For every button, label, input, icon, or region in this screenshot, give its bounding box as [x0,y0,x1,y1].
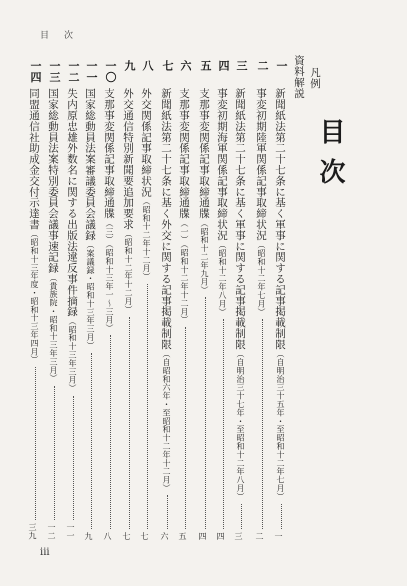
toc-entry-title-group [102,88,117,332]
toc-entry-date: （昭和十二年十二月） [124,229,133,314]
front-matter-commentary[interactable]: 資料解説 [293,55,305,99]
toc-entry-number: 一一 [85,60,98,83]
toc-entry[interactable] [64,60,84,540]
toc-entry-number: 一 [275,60,288,72]
toc-entry-page: 七 [140,531,149,540]
toc-entry-page: 二 [255,531,264,540]
toc-entry-date: （昭和十二年十二月） [142,197,151,281]
toc-entry-number: 六 [179,60,192,72]
toc-entry[interactable] [232,60,252,540]
toc-entry-title-group [65,88,80,393]
toc-entry-number: 八 [141,60,154,72]
toc-entry-leader [241,504,242,529]
toc-entry-date: （自明治三十七年・至昭和十二年八月） [236,349,245,501]
toc-entry-title: 事変初期陸軍関係記事取締状況 [255,88,267,241]
toc-entry-title: 事変初期海軍関係記事取締状況 [216,88,228,241]
toc-entry-number: 一〇 [104,60,117,83]
toc-entry-title-group [27,88,42,364]
toc-entry-title-group [233,88,248,501]
toc-entry-number: 四 [217,60,230,72]
toc-entry-date: （昭和十三年度・昭和十三年四月） [30,229,39,365]
page-number: iii [40,547,50,558]
toc-entry[interactable] [120,60,140,540]
toc-entry[interactable] [272,60,292,540]
toc-entry-title: 国家総動員法案特別委員会議事速記録 [47,88,59,274]
toc-entry-number: 三 [235,60,248,72]
toc-entry-title: 国家総動員法案審議委員会議録 [84,88,96,241]
toc-entry-number: 五 [199,60,212,72]
toc-entry-date: （三）（昭和十三年一〜三月） [105,218,114,333]
toc-entry[interactable] [253,60,273,540]
toc-entry-number: 二 [256,60,269,72]
toc-entry-title-group [159,88,174,492]
toc-entry-leader [54,386,55,521]
toc-entry[interactable] [214,60,234,540]
toc-entry-page: 七 [122,531,131,540]
toc-entry-leader [262,319,263,528]
toc-entry-title-group [139,88,154,281]
toc-entry-leader [35,367,36,520]
toc-entry-title: 外交通信特別新聞要追加要求 [122,88,134,230]
toc-entry-number: 一四 [29,60,42,83]
toc-entry-page: 三九 [28,523,37,540]
toc-entry-title: 支那事変関係記事取締通牒 [103,88,115,219]
toc-entry-title: 同盟通信社助成金交付示達書 [28,88,40,230]
toc-entry-leader [129,317,130,529]
toc-entry-title-group [46,88,61,383]
toc-entry[interactable] [26,60,46,540]
toc-entry[interactable] [45,60,65,540]
toc-entry[interactable] [82,60,102,540]
toc-entry-page: 四 [216,531,225,540]
toc-entry-page: 四 [198,531,207,540]
toc-entry-leader [185,327,186,529]
toc-entry-date: （昭和十二年七月） [257,240,266,317]
toc-entry-leader [110,335,111,528]
toc-entry-date: （一）（昭和十二年十二月） [180,218,189,325]
toc-entry-title: 新聞紙法第二十七条に基く軍事に関する記事掲載制限 [234,88,246,350]
toc-entry-title: 支那事変関係記事取締通牒 [178,88,190,219]
toc-entry-number: 一三 [48,60,61,83]
front-matter-preface[interactable]: 凡例 [309,67,321,89]
toc-entry-page: 六 [160,531,169,540]
toc-entry-title: 外交関係記事取締状況 [140,88,152,197]
toc-entry-page: 八 [103,531,112,540]
toc-entry-title-group [215,88,230,316]
toc-entry-page: 一一 [66,523,75,540]
toc-entry-number: 七 [161,60,174,72]
toc-entry-page: 一 [274,531,283,540]
toc-entry-title-group [273,88,288,501]
toc-entry-title-group [177,88,192,324]
toc-entry-title: 失内原忠雄外数名に関する出版法違反事件摘録 [66,88,78,317]
toc-entry[interactable] [101,60,121,540]
toc-entry-leader [205,297,206,528]
toc-entry-page: 五 [178,531,187,540]
toc-entry-page: 一二 [47,523,56,540]
toc-entry[interactable] [196,60,216,540]
toc-entry-leader [281,504,282,529]
toc-entry-leader [91,353,92,529]
toc-entry-title-group [83,88,98,350]
toc-entry-leader [73,396,74,521]
toc-entry-title-group [254,88,269,316]
toc-entry-date: （昭和十三年三月） [68,316,77,393]
toc-entry[interactable] [158,60,178,540]
running-head: 目 次 [40,31,77,41]
toc-entry-title: 支那事変関係記事取締通牒 [198,88,210,219]
page-title: 目次 [315,118,345,198]
toc-entry-leader [147,284,148,529]
toc-entry-number: 一二 [67,60,80,83]
toc-entry-title: 新聞紙法第二十七条に基く外交に関する記事掲載制限 [160,88,172,350]
toc-entry-date: （自明治三十五年・至昭和十二年七月） [276,349,285,501]
toc-entry-leader [223,319,224,528]
toc-entry-date: （貴族院・昭和十三年三月） [49,273,58,383]
toc-entry-date: （昭和十二年九月） [200,218,209,295]
toc-entry[interactable] [176,60,196,540]
toc-entry-title: 新聞紙法第二十七条に基く軍事に関する記事掲載制限 [274,88,286,350]
toc-entry[interactable] [138,60,158,540]
toc-entry-page: 三 [234,531,243,540]
toc-entry-page: 九 [84,531,93,540]
toc-entry-date: （自昭和六年・至昭和十二年十二月） [162,349,171,493]
toc-entry-title-group [121,88,136,314]
toc-entry-date: （昭和十二年八月） [218,240,227,317]
toc-entry-number: 九 [123,60,136,72]
toc-entry-leader [167,495,168,528]
toc-entry-date: （案議録・昭和十三年三月） [86,240,95,350]
toc-entry-title-group [197,88,212,294]
